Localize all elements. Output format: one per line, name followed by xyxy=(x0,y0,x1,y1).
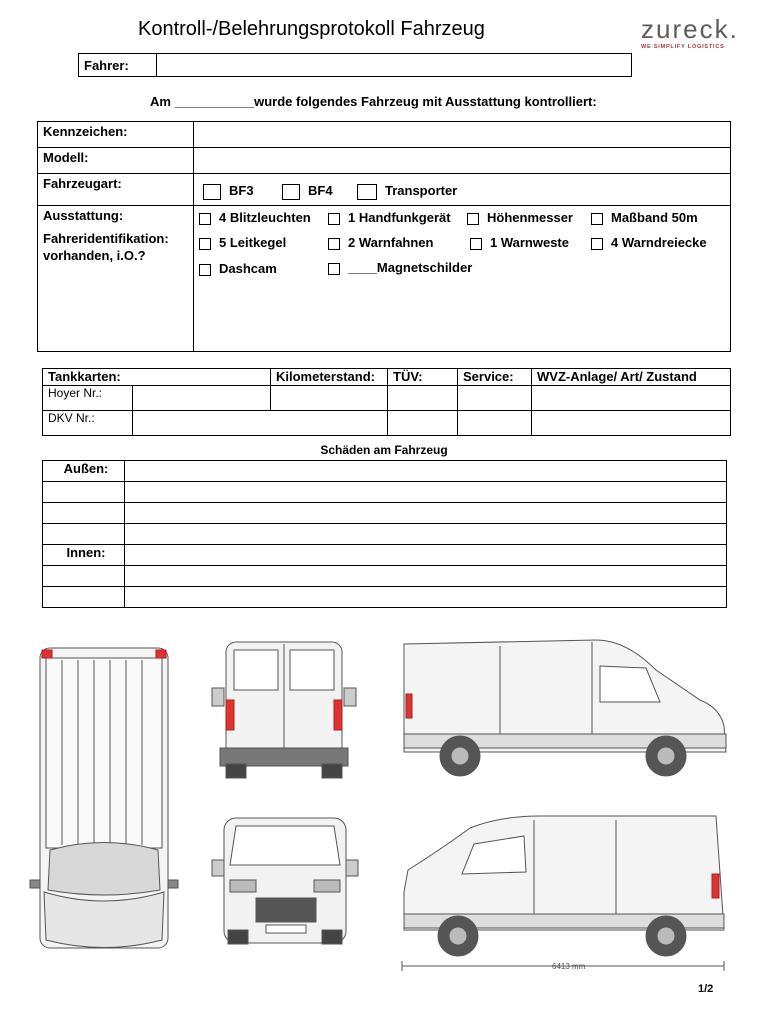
tuev-field[interactable] xyxy=(388,386,458,411)
outside-label: Außen: xyxy=(43,461,125,482)
equip-warnfahnen[interactable]: 2 Warnfahnen xyxy=(328,235,433,250)
checkbox[interactable] xyxy=(199,264,211,276)
type-options-cell xyxy=(194,174,731,206)
damage-field[interactable] xyxy=(125,503,727,524)
damage-label-cell xyxy=(43,587,125,608)
model-label: Modell: xyxy=(38,148,194,174)
company-logo xyxy=(641,16,745,50)
equipment-options-cell xyxy=(194,206,731,352)
damage-label-cell xyxy=(43,524,125,545)
van-side-view-right xyxy=(404,640,726,776)
tank-header-mileage: Kilometerstand: xyxy=(271,369,388,386)
dimension-label: 6413 mm xyxy=(552,962,586,971)
tank-table xyxy=(42,368,731,436)
intro-prefix: Am xyxy=(150,94,171,109)
equip-magnetschilder[interactable]: ____Magnetschilder xyxy=(328,260,472,275)
tank-header-tuev: TÜV: xyxy=(388,369,458,386)
damage-title: Schäden am Fahrzeug xyxy=(320,443,448,457)
damage-label-cell xyxy=(43,503,125,524)
logo-tagline: WE SIMPLIFY LOGISTICS xyxy=(641,44,725,50)
type-option-bf3[interactable]: BF3 xyxy=(203,183,254,200)
type-label: Fahrzeugart: xyxy=(38,174,194,206)
damage-field[interactable] xyxy=(125,461,727,482)
equip-dashcam[interactable]: Dashcam xyxy=(199,261,277,276)
equipment-label: Ausstattung: xyxy=(43,208,124,223)
damage-field[interactable] xyxy=(125,524,727,545)
checkbox[interactable] xyxy=(328,213,340,225)
checkbox[interactable] xyxy=(328,263,340,275)
checkbox[interactable] xyxy=(328,238,340,250)
wvz-field[interactable] xyxy=(532,386,731,411)
equip-handfunkgeraet[interactable]: 1 Handfunkgerät xyxy=(328,210,451,225)
driver-id-label-1: Fahreridentifikation: xyxy=(43,231,169,246)
damage-field[interactable] xyxy=(125,566,727,587)
equipment-label-cell xyxy=(38,206,194,352)
van-side-view-left xyxy=(404,816,724,956)
driver-table xyxy=(78,53,632,77)
equip-warnweste[interactable]: 1 Warnweste xyxy=(470,235,569,250)
checkbox[interactable] xyxy=(199,238,211,250)
plate-field[interactable] xyxy=(194,122,731,148)
checkbox-transporter[interactable] xyxy=(357,184,377,200)
type-option-bf4[interactable]: BF4 xyxy=(282,183,333,200)
damage-table xyxy=(42,460,727,608)
damage-label-cell xyxy=(43,482,125,503)
hoyer-field[interactable] xyxy=(133,386,271,411)
checkbox-bf4[interactable] xyxy=(282,184,300,200)
driver-id-label-2: vorhanden, i.O.? xyxy=(43,248,146,263)
inside-label: Innen: xyxy=(43,545,125,566)
checkbox[interactable] xyxy=(591,238,603,250)
damage-field[interactable] xyxy=(125,545,727,566)
checkbox[interactable] xyxy=(470,238,482,250)
tank-header-service: Service: xyxy=(458,369,532,386)
checkbox[interactable] xyxy=(467,213,479,225)
van-rear-view xyxy=(212,642,356,778)
mileage-field[interactable] xyxy=(271,386,388,411)
driver-field[interactable] xyxy=(157,54,632,77)
equip-hoehenmesser[interactable]: Höhenmesser xyxy=(467,210,573,225)
model-field[interactable] xyxy=(194,148,731,174)
tank-header-wvz: WVZ-Anlage/ Art/ Zustand xyxy=(532,369,731,386)
equip-leitkegel[interactable]: 5 Leitkegel xyxy=(199,235,286,250)
page-title: Kontroll-/Belehrungsprotokoll Fahrzeug xyxy=(138,18,485,40)
hoyer-label: Hoyer Nr.: xyxy=(43,386,133,411)
type-option-transporter[interactable]: Transporter xyxy=(357,183,457,200)
dkv-wvz-field[interactable] xyxy=(532,411,731,436)
driver-label: Fahrer: xyxy=(79,54,157,77)
damage-field[interactable] xyxy=(125,482,727,503)
dkv-label: DKV Nr.: xyxy=(43,411,133,436)
intro-line xyxy=(150,94,597,109)
checkbox[interactable] xyxy=(199,213,211,225)
plate-label: Kennzeichen: xyxy=(38,122,194,148)
equip-warndreiecke[interactable]: 4 Warndreiecke xyxy=(591,235,707,250)
van-diagrams xyxy=(0,630,768,980)
dkv-field[interactable] xyxy=(133,411,388,436)
intro-suffix: wurde folgendes Fahrzeug mit Ausstattung kontrolliert: xyxy=(254,94,597,109)
equip-blitzleuchten[interactable]: 4 Blitzleuchten xyxy=(199,210,311,225)
damage-label-cell xyxy=(43,566,125,587)
van-top-view xyxy=(30,648,178,948)
van-front-view xyxy=(212,818,358,944)
date-blank[interactable]: ___________ xyxy=(174,94,255,109)
dkv-service-field[interactable] xyxy=(458,411,532,436)
service-field[interactable] xyxy=(458,386,532,411)
checkbox-bf3[interactable] xyxy=(203,184,221,200)
checkbox[interactable] xyxy=(591,213,603,225)
dkv-tuev-field[interactable] xyxy=(388,411,458,436)
page-number: 1/2 xyxy=(698,983,714,995)
damage-field[interactable] xyxy=(125,587,727,608)
logo-wordmark: zureck. xyxy=(641,14,739,44)
tank-header-cards: Tankkarten: xyxy=(43,369,271,386)
equip-massband[interactable]: Maßband 50m xyxy=(591,210,698,225)
